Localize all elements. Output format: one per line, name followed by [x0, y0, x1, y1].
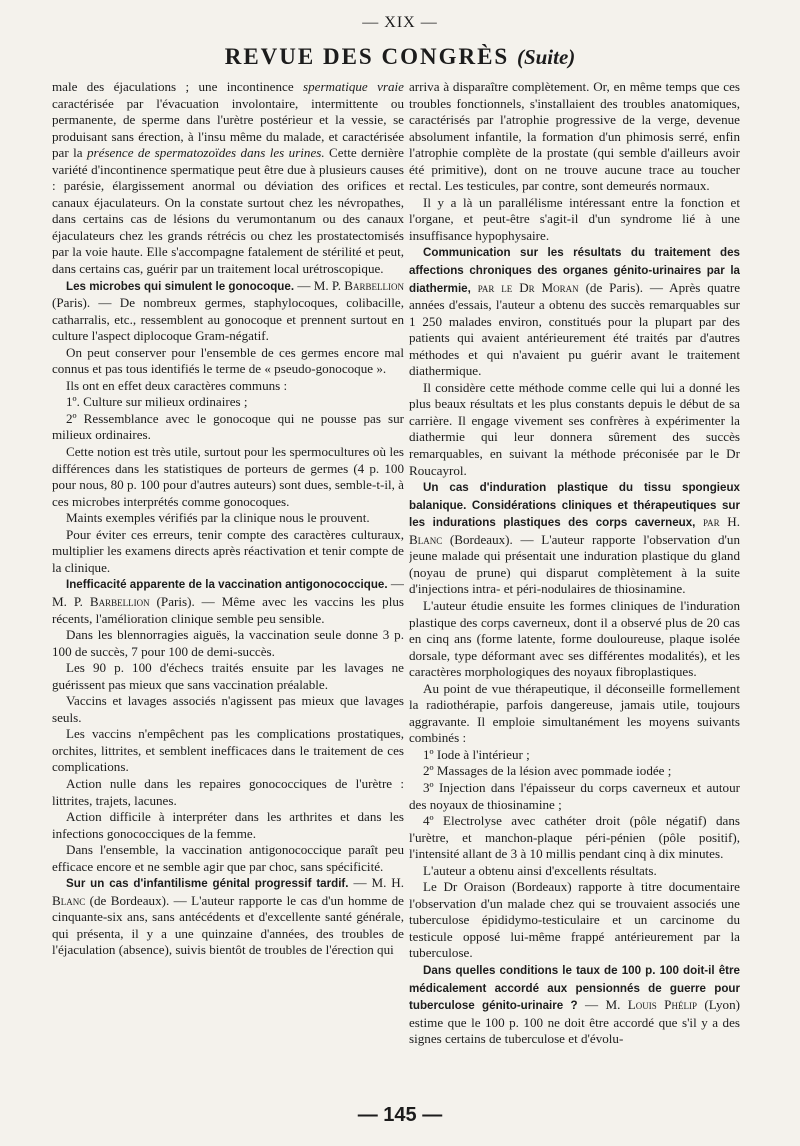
article-text: (de Bordeaux). — L'auteur rapporte le cas d'un homme de cinquante-six ans, sans antécédents et d'excellente santé générale, qui présenta, il y a une quinzaine d'années, des troubles de l'éjaculation (absence), suivis bientôt de troubles de l'érection qui [52, 892, 404, 958]
list-item: 4º Electrolyse avec cathéter droit (pôle négatif) dans l'urètre, et manchon-plaque péri-pénien (pôle positif), l'intensité allant de 3 à 10 millis pendant cinq à dix minutes. [409, 813, 740, 862]
paragraph: Il y a là un parallélisme intéressant entre la fonction et l'organe, et peut-être s'agit-il d'un syndrome lié à une insuffisance hypophysaire. [409, 194, 740, 243]
page-title [0, 44, 800, 70]
text: caractérisée par l'évacuation involontaire, intermittente ou permanente, de sperme dans l'urètre postérieur et la vessie, se produisant sans érection, à l'insu même du malade, et caractérisée par la [52, 95, 404, 161]
text: male des éjaculations ; une incontinence [52, 79, 303, 94]
paragraph: Action difficile à interpréter dans les arthrites et dans les infections gonococciques de la femme. [52, 809, 404, 841]
paragraph: Il considère cette méthode comme celle qui lui a donné les plus beaux résultats et les plus constants depuis le début de sa carrière. Il engage vivement ses confrères à expérimenter la diathermie qui leur donnera sûrement des succès remarquables, en suivant la méthode préconisée par le Dr Roucayrol. [409, 379, 740, 478]
left-column [52, 79, 404, 1097]
paragraph: Les 90 p. 100 d'échecs traités ensuite par les lavages ne guérissent pas mieux que sans vaccination préalable. [52, 660, 404, 692]
article-author: — M. Louis Phélip [577, 997, 697, 1013]
article-author: — M. P. Barbellion [52, 576, 404, 609]
article-heading: Inefficacité apparente de la vaccination antigonococcique. [66, 578, 388, 592]
paragraph: L'auteur étudie ensuite les formes cliniques de l'induration plastique des corps caverneux, dont il a observé plus de 20 cas en cinq ans (forme latente, forme douloureuse, plaque isolée dorsale, type déformant avec ses différentes modalités), et les caractères morphologiques des noyaux fibroplastiques. [409, 597, 740, 680]
article-text: (Bordeaux). — L'auteur rapporte l'observation d'un jeune malade qui présentait une induration plastique du gland (noyau de prune) qui disparut complètement à la suite d'injections intra- et péri-nodulaires de thiosinamine. [409, 531, 740, 597]
title-suite: (Suite) [516, 45, 576, 69]
paragraph: Le Dr Oraison (Bordeaux) rapporte à titre documentaire l'observation d'un malade chez qui se trouvaient associés une tuberculose épididymo-testiculaire et un carcinome du testicule opposé lui-même frappé antérieurement par la tuberculose. [409, 879, 740, 961]
article-author: — M. H. Blanc [52, 875, 404, 908]
article-text: (Lyon) estime que le 100 p. 100 ne doit être accordé que s'il y a des signes certains de tuberculose et d'évolu- [409, 997, 740, 1047]
article-heading: Les microbes qui simulent le gonocoque. [66, 279, 295, 293]
paragraph: Au point de vue thérapeutique, il déconseille formellement la radiothérapie, parfois dangereuse, jamais utile, toujours aggravante. Il emploie simultanément les moyens suivants combinés : [409, 680, 740, 746]
list-item: 1º. Culture sur milieux ordinaires ; [66, 394, 248, 410]
paragraph: Vaccins et lavages associés n'agissent pas mieux que lavages seuls. [52, 693, 404, 725]
list-item: 3º Injection dans l'épaisseur du corps caverneux et autour des noyaux de thiosinamine ; [409, 779, 740, 812]
article-text: (Paris). — Même avec les vaccins les plus récents, l'amélioration clinique semble peu sensible. [52, 593, 404, 626]
page-folio-roman: — XIX — [362, 14, 438, 31]
paragraph [52, 79, 404, 278]
paragraph: On peut conserver pour l'ensemble de ces germes encore mal connus et pas tous identifiés le terme de « pseudo-gonocoque ». [52, 344, 404, 377]
list-item: 2º Massages de la lésion avec pommade iodée ; [423, 763, 672, 779]
emphasis: présence de spermatozoïdes dans les urines. [86, 145, 325, 161]
paragraph: Cette notion est très utile, surtout pour les spermocultures où les différences dans les statistiques de porteurs de germes (4 p. 100 pour nous, 80 p. 100 pour d'autres auteurs) sont dues, semble-t-il, à ces microbes interprétés comme gonocoques. [52, 444, 404, 509]
article-author: par H. Blanc [409, 514, 740, 547]
text: Cette dernière variété d'incontinence spermatique peut être due à plusieurs causes : parésie, élargissement anormal ou déviation des orifices et canaux éjaculateurs. On la constate surtout chez les névropathes, dans certains cas de lésions du verumontanum ou des canaux éjaculateurs chez les grands rétrécis ou chez les prostatectomisés par la voie haute. Elle s'accompagne fatalement de stérilité et peut, dans certains cas, guérir par un traitement local urétroscopique. [52, 145, 404, 277]
article-author: par le Dr Moran [470, 279, 579, 295]
article-paragraph [52, 278, 404, 345]
article-paragraph [52, 576, 404, 627]
article-heading: Un cas d'induration plastique du tissu spongieux balanique. Considérations cliniques et thérapeutiques sur les indurations plastiques des corps caverneux, [409, 481, 740, 530]
article-heading: Dans quelles conditions le taux de 100 p. 100 doit-il être médicalement accordé aux pensionnés de guerre pour tuberculose génito-urinaire ? [409, 963, 740, 1013]
paragraph: Action nulle dans les repaires gonococciques de l'urètre : littrites, trajets, lacunes. [52, 775, 404, 808]
paragraph: Maints exemples vérifiés par la clinique nous le prouvent. [66, 510, 370, 526]
paragraph: Ils ont en effet deux caractères communs : [66, 377, 288, 393]
paragraph: Les vaccins n'empêchent pas les complications prostatiques, orchites, littrites, et semblent inefficaces dans le traitement de ces complications. [52, 726, 404, 775]
article-paragraph [409, 479, 740, 598]
article-paragraph [52, 875, 404, 959]
paragraph: Dans les blennorragies aiguës, la vaccination seule donne 3 p. 100 de succès, 7 pour 100 de demi-succès. [52, 627, 404, 659]
list-item: 1º Iode à l'intérieur ; [423, 746, 530, 762]
article-text: (Paris). — De nombreux germes, staphylocoques, colibacille, catharralis, etc., ressemblent au gonocoque et prennent surtout en culture l'aspect diplocoque Gram-négatif. [52, 295, 404, 344]
page-number: — 145 — [357, 1104, 443, 1126]
article-heading: Communication sur les résultats du traitement des affections chroniques des organes génito-urinaires par la diathermie, [409, 246, 740, 295]
paragraph: Pour éviter ces erreurs, tenir compte des caractères culturaux, multiplier les examens directs après réactivation et tenir compte de la clinique. [52, 526, 404, 575]
title-text: REVUE DES CONGRÈS [224, 44, 510, 69]
paragraph: Dans l'ensemble, la vaccination antigonococcique paraît peu efficace encore et ne semble agir que par choc, sans spécificité. [52, 842, 404, 874]
article-author: — M. P. Barbellion [294, 277, 404, 293]
article-heading: Sur un cas d'infantilisme génital progressif tardif. [66, 877, 349, 891]
list-item: 2º Ressemblance avec le gonocoque qui ne pousse pas sur milieux ordinaires. [52, 410, 404, 443]
right-column [409, 79, 740, 1097]
paragraph: arriva à disparaître complètement. Or, en même temps que ces troubles fonctionnels, s'installaient des troubles anatomiques, caractérisés par l'atrophie progressive de la verge, devenue absolument infantile, la formation d'un phimosis serré, enfin l'atrophie complète de la prostate (qui semble d'ailleurs avoir été primitive), dont on ne trouve aucune trace au toucher rectal. Les testicules, par contre, sont demeurés normaux. [409, 79, 740, 194]
article-text: (de Paris). — Après quatre années d'essais, l'auteur a obtenu des succès remarquables sur 1 250 malades environ, constitués pour la plupart par des patients qui avaient antérieurement été traités par d'autres méthodes et qui n'avaient pu guérir avant le traitement diathermique. [409, 279, 740, 379]
emphasis: spermatique vraie [303, 79, 404, 94]
article-paragraph [409, 244, 740, 379]
article-paragraph [409, 962, 740, 1048]
paragraph: L'auteur a obtenu ainsi d'excellents résultats. [423, 862, 657, 878]
